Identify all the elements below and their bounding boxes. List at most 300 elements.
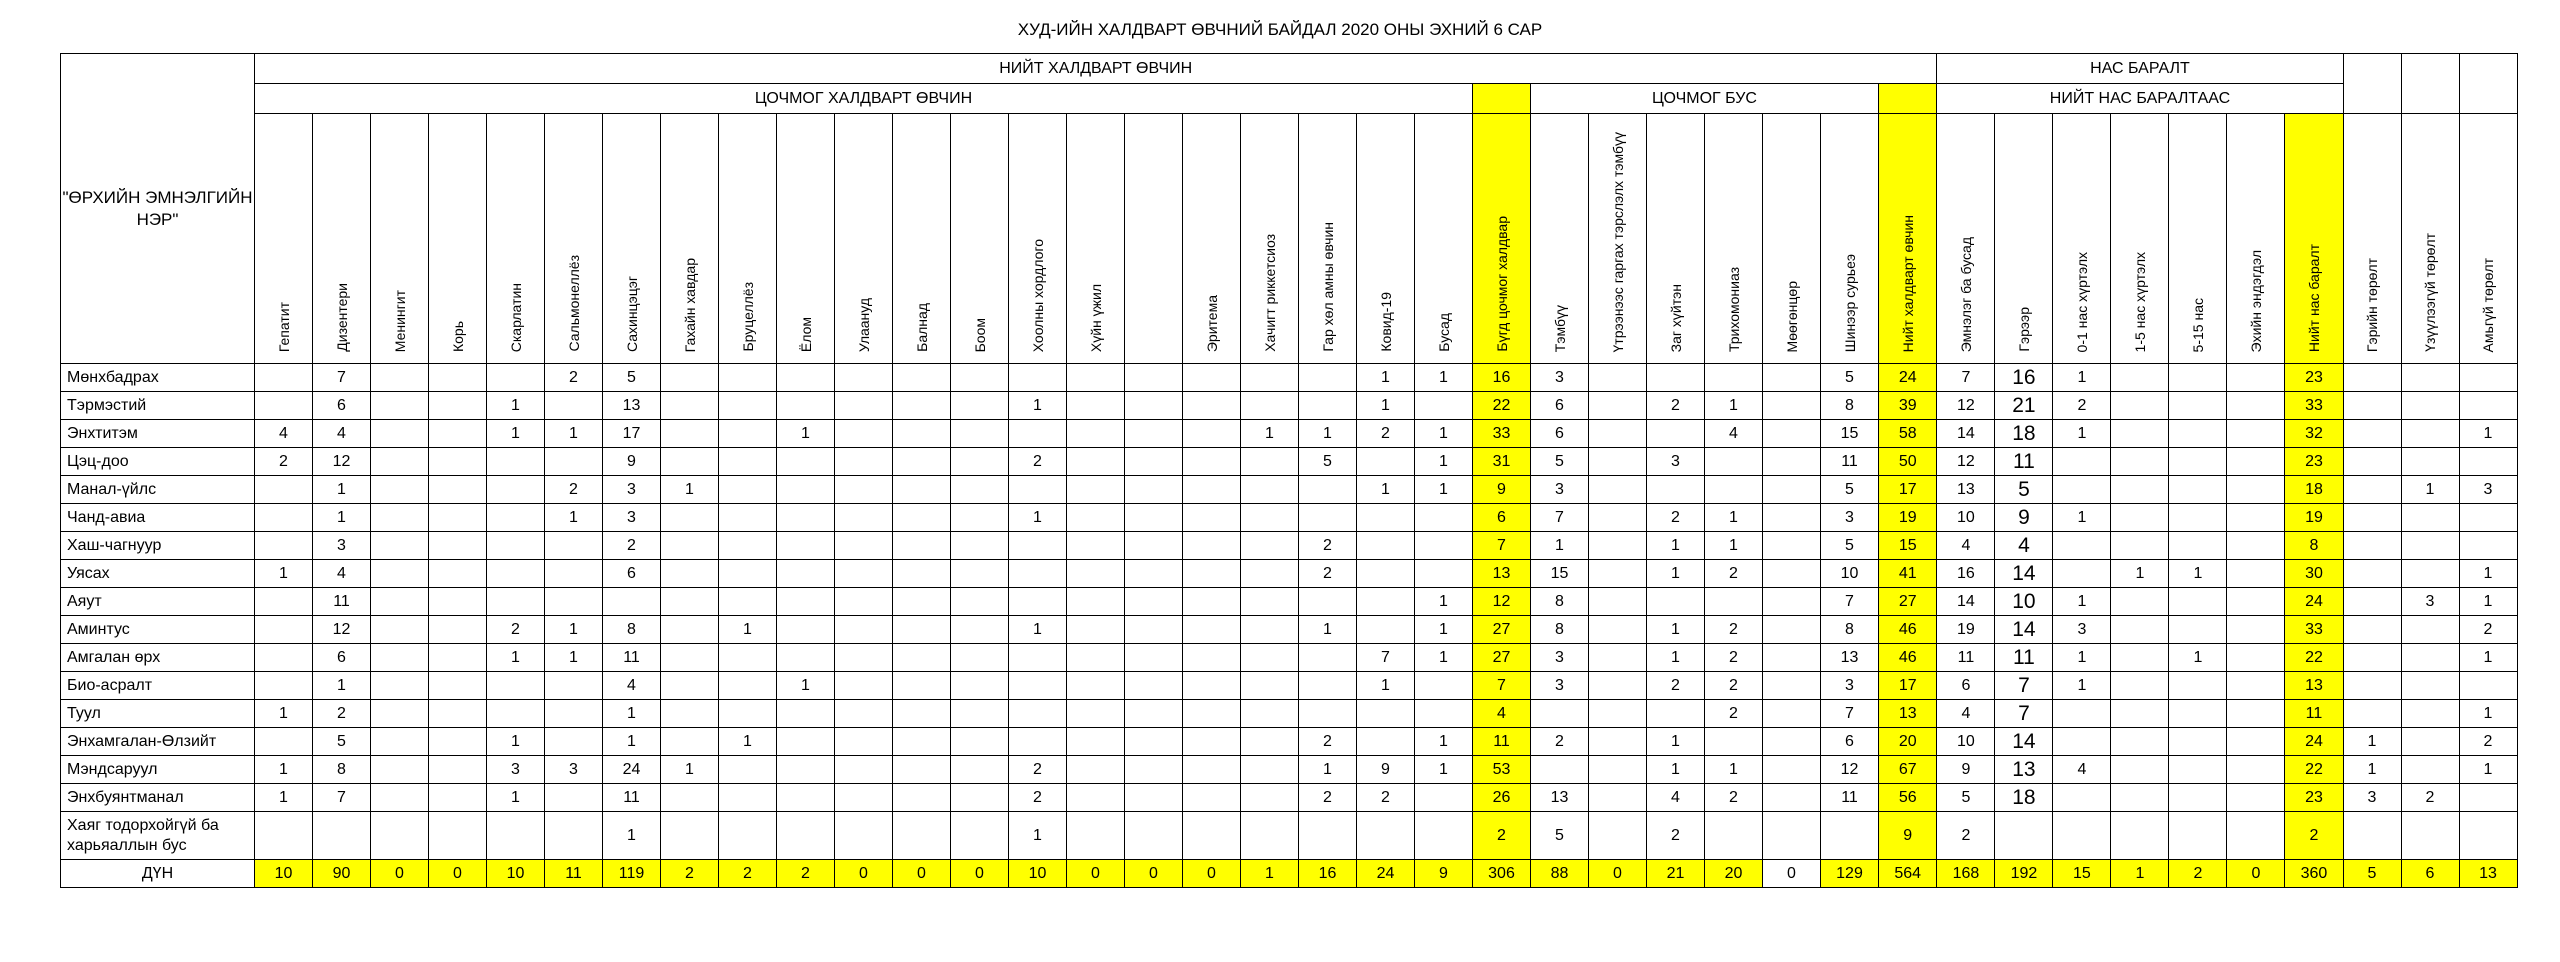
column-header-label: 5-15 нас <box>2189 297 2206 352</box>
cell-value <box>893 476 951 504</box>
cell-value <box>1241 728 1299 756</box>
column-header-20 <box>1415 114 1473 364</box>
cell-value <box>429 560 487 588</box>
cell-value: 2 <box>1647 504 1705 532</box>
cell-value: 1 <box>603 728 661 756</box>
cell-value: 1 <box>2343 756 2401 784</box>
cell-value <box>1241 672 1299 700</box>
cell-value <box>1125 532 1183 560</box>
cell-value <box>1299 672 1357 700</box>
cell-value <box>951 728 1009 756</box>
cell-value: 0 <box>893 860 951 888</box>
cell-value: 11 <box>1995 644 2053 672</box>
column-header-label: Гэрийн төрөлт <box>2364 257 2380 352</box>
cell-value <box>2111 476 2169 504</box>
cell-value <box>719 504 777 532</box>
cell-value <box>777 644 835 672</box>
cell-value <box>1589 588 1647 616</box>
cell-value: 9 <box>603 448 661 476</box>
cell-value <box>1357 812 1415 860</box>
cell-value <box>893 672 951 700</box>
cell-value <box>371 532 429 560</box>
cell-value: 1 <box>1009 392 1067 420</box>
cell-value: 4 <box>1473 700 1531 728</box>
cell-value: 5 <box>1937 784 1995 812</box>
cell-value: 192 <box>1995 860 2053 888</box>
cell-value: 1 <box>2111 560 2169 588</box>
cell-value: 1 <box>603 700 661 728</box>
column-header-21 <box>1473 114 1531 364</box>
facility-name: Хаяг тодорхойгүй ба харьяаллын бус <box>61 812 255 860</box>
cell-value <box>719 756 777 784</box>
column-header-label: Дизентери <box>333 283 350 352</box>
cell-value <box>2401 616 2459 644</box>
cell-value: 1 <box>1415 448 1473 476</box>
cell-value <box>1415 392 1473 420</box>
cell-value: 13 <box>1879 700 1937 728</box>
cell-value <box>661 588 719 616</box>
cell-value <box>487 532 545 560</box>
column-header-19 <box>1357 114 1415 364</box>
column-header-label: Үтрээнээс гаргах тэрслэлх тэмбүү <box>1609 131 1626 352</box>
facility-name: Туул <box>61 700 255 728</box>
cell-value <box>1415 812 1473 860</box>
cell-value <box>313 812 371 860</box>
cell-value <box>1589 476 1647 504</box>
facility-name: Аминтус <box>61 616 255 644</box>
cell-value: 7 <box>1821 588 1879 616</box>
column-header-7 <box>661 114 719 364</box>
cell-value <box>1705 728 1763 756</box>
cell-value <box>2343 420 2401 448</box>
cell-value: 5 <box>313 728 371 756</box>
cell-value <box>2343 504 2401 532</box>
cell-value <box>1241 616 1299 644</box>
cell-value: 5 <box>1531 448 1589 476</box>
cell-value: 0 <box>1589 860 1647 888</box>
cell-value: 1 <box>545 420 603 448</box>
cell-value: 23 <box>2285 364 2343 392</box>
cell-value <box>2169 672 2227 700</box>
cell-value <box>1125 672 1183 700</box>
cell-value <box>719 812 777 860</box>
column-header-label: Гар хөл амны өвчин <box>1319 222 1336 352</box>
cell-value <box>1763 756 1821 784</box>
cell-value <box>719 420 777 448</box>
cell-value <box>661 532 719 560</box>
cell-value <box>1589 420 1647 448</box>
column-header-34 <box>2227 114 2285 364</box>
cell-value <box>2169 784 2227 812</box>
cell-value <box>487 448 545 476</box>
cell-value <box>893 700 951 728</box>
total-row <box>61 860 2518 888</box>
cell-value <box>1067 812 1125 860</box>
cell-value: 2 <box>1357 420 1415 448</box>
table-row <box>61 784 2518 812</box>
cell-value: 33 <box>2285 616 2343 644</box>
cell-value: 7 <box>313 364 371 392</box>
cell-value <box>429 728 487 756</box>
cell-value <box>1531 756 1589 784</box>
cell-value <box>1183 700 1241 728</box>
cell-value: 2 <box>487 616 545 644</box>
cell-value: 6 <box>1531 392 1589 420</box>
cell-value <box>719 784 777 812</box>
cell-value <box>835 728 893 756</box>
cell-value <box>835 420 893 448</box>
cell-value <box>661 504 719 532</box>
cell-value <box>1125 504 1183 532</box>
cell-value <box>1589 364 1647 392</box>
cell-value <box>1589 644 1647 672</box>
cell-value: 1 <box>1009 812 1067 860</box>
cell-value: 7 <box>1473 532 1531 560</box>
table-row <box>61 588 2518 616</box>
cell-value: 15 <box>1879 532 1937 560</box>
cell-value: 19 <box>2285 504 2343 532</box>
cell-value: 1 <box>1415 728 1473 756</box>
cell-value <box>545 560 603 588</box>
cell-value <box>2169 700 2227 728</box>
cell-value <box>2169 532 2227 560</box>
cell-value <box>545 448 603 476</box>
cell-value: 2 <box>719 860 777 888</box>
cell-value <box>255 532 313 560</box>
cell-value: 3 <box>1647 448 1705 476</box>
cell-value: 1 <box>255 756 313 784</box>
cell-value <box>487 560 545 588</box>
column-header-37 <box>2401 114 2459 364</box>
cell-value: 1 <box>2459 756 2517 784</box>
cell-value <box>1589 756 1647 784</box>
cell-value <box>2111 420 2169 448</box>
cell-value: 22 <box>1473 392 1531 420</box>
cell-value <box>487 476 545 504</box>
cell-value: 27 <box>1879 588 1937 616</box>
cell-value <box>1821 812 1879 860</box>
cell-value <box>429 588 487 616</box>
cell-value: 1 <box>1241 860 1299 888</box>
cell-value: 3 <box>1531 364 1589 392</box>
cell-value: 1 <box>2343 728 2401 756</box>
cell-value: 564 <box>1879 860 1937 888</box>
cell-value: 2 <box>545 364 603 392</box>
cell-value <box>719 560 777 588</box>
cell-value <box>371 560 429 588</box>
cell-value: 39 <box>1879 392 1937 420</box>
cell-value <box>2169 728 2227 756</box>
cell-value <box>255 476 313 504</box>
cell-value: 5 <box>1531 812 1589 860</box>
cell-value <box>371 504 429 532</box>
cell-value <box>835 812 893 860</box>
cell-value: 11 <box>603 784 661 812</box>
cell-value: 6 <box>1531 420 1589 448</box>
cell-value <box>2111 700 2169 728</box>
facility-name: Амгалан өрх <box>61 644 255 672</box>
cell-value: 12 <box>313 448 371 476</box>
cell-value <box>371 448 429 476</box>
cell-value <box>835 448 893 476</box>
cell-value: 3 <box>487 756 545 784</box>
cell-value: 8 <box>603 616 661 644</box>
cell-value: 4 <box>2053 756 2111 784</box>
table-row <box>61 532 2518 560</box>
cell-value <box>2401 532 2459 560</box>
blank-acute-total-header <box>1473 84 1531 114</box>
cell-value <box>255 504 313 532</box>
cell-value <box>777 784 835 812</box>
cell-value <box>545 700 603 728</box>
cell-value: 8 <box>1821 392 1879 420</box>
cell-value: 1 <box>487 784 545 812</box>
cell-value: 7 <box>1357 644 1415 672</box>
cell-value <box>2227 700 2285 728</box>
column-header-label: Тэмбүү <box>1551 304 1568 352</box>
cell-value <box>2401 420 2459 448</box>
column-header-label: Хүйн үжил <box>1087 283 1104 352</box>
cell-value: 1 <box>313 672 371 700</box>
column-header-27 <box>1821 114 1879 364</box>
cell-value <box>1589 728 1647 756</box>
cell-value: 2 <box>1357 784 1415 812</box>
cell-value: 5 <box>1299 448 1357 476</box>
cell-value <box>2227 588 2285 616</box>
cell-value: 24 <box>1879 364 1937 392</box>
column-header-label: Гепатит <box>275 301 292 352</box>
column-header-16 <box>1183 114 1241 364</box>
cell-value <box>1241 700 1299 728</box>
cell-value <box>1357 588 1415 616</box>
cell-value <box>371 812 429 860</box>
cell-value <box>2169 364 2227 392</box>
cell-value <box>1067 560 1125 588</box>
cell-value <box>487 812 545 860</box>
cell-value <box>1067 728 1125 756</box>
cell-value <box>487 504 545 532</box>
cell-value <box>1299 392 1357 420</box>
cell-value <box>2343 364 2401 392</box>
cell-value: 22 <box>2285 756 2343 784</box>
cell-value <box>951 504 1009 532</box>
cell-value: 2 <box>1705 700 1763 728</box>
column-header-32 <box>2111 114 2169 364</box>
cell-value <box>1995 812 2053 860</box>
cell-value: 10 <box>1009 860 1067 888</box>
cell-value <box>2227 392 2285 420</box>
cell-value <box>429 476 487 504</box>
cell-value <box>1299 812 1357 860</box>
cell-value <box>429 756 487 784</box>
cell-value: 11 <box>313 588 371 616</box>
cell-value <box>545 392 603 420</box>
cell-value <box>719 700 777 728</box>
column-header-label: Үзүүлээгүй төрөлт <box>2422 233 2438 352</box>
cell-value <box>661 672 719 700</box>
cell-value: 5 <box>603 364 661 392</box>
table-row <box>61 616 2518 644</box>
cell-value: 3 <box>1531 672 1589 700</box>
cell-value: 50 <box>1879 448 1937 476</box>
cell-value: 7 <box>313 784 371 812</box>
cell-value <box>2053 532 2111 560</box>
cell-value <box>2401 560 2459 588</box>
cell-value: 1 <box>1647 644 1705 672</box>
column-header-9 <box>777 114 835 364</box>
facility-name: Мөнхбадрах <box>61 364 255 392</box>
cell-value <box>2343 644 2401 672</box>
column-header-28 <box>1879 114 1937 364</box>
column-header-25 <box>1705 114 1763 364</box>
cell-value: 26 <box>1473 784 1531 812</box>
cell-value <box>1763 532 1821 560</box>
cell-value <box>1647 364 1705 392</box>
cell-value <box>1183 616 1241 644</box>
cell-value <box>1009 420 1067 448</box>
total-label: ДҮН <box>61 860 255 888</box>
cell-value: 2 <box>1009 756 1067 784</box>
cell-value <box>1647 588 1705 616</box>
column-header-36 <box>2343 114 2401 364</box>
cell-value <box>2111 812 2169 860</box>
cell-value <box>2459 532 2517 560</box>
cell-value <box>2459 812 2517 860</box>
cell-value: 20 <box>1879 728 1937 756</box>
cell-value: 2 <box>1647 672 1705 700</box>
cell-value: 6 <box>603 560 661 588</box>
column-header-8 <box>719 114 777 364</box>
cell-value: 1 <box>1705 504 1763 532</box>
cell-value: 1 <box>1357 392 1415 420</box>
cell-value: 2 <box>1705 672 1763 700</box>
cell-value <box>1183 532 1241 560</box>
group-deaths: НАС БАРАЛТ <box>1937 54 2343 84</box>
cell-value <box>2401 700 2459 728</box>
cell-value: 24 <box>2285 728 2343 756</box>
table-row <box>61 756 2518 784</box>
cell-value: 5 <box>1821 364 1879 392</box>
cell-value: 1 <box>545 616 603 644</box>
cell-value <box>1415 560 1473 588</box>
cell-value <box>951 700 1009 728</box>
cell-value: 1 <box>545 644 603 672</box>
cell-value: 15 <box>1531 560 1589 588</box>
cell-value: 168 <box>1937 860 1995 888</box>
column-header-label: Заг хүйтэн <box>1667 283 1684 352</box>
cell-value: 15 <box>2053 860 2111 888</box>
cell-value <box>1763 812 1821 860</box>
column-header-31 <box>2053 114 2111 364</box>
cell-value: 2 <box>661 860 719 888</box>
cell-value: 6 <box>1473 504 1531 532</box>
cell-value: 8 <box>2285 532 2343 560</box>
cell-value <box>951 784 1009 812</box>
cell-value <box>1067 504 1125 532</box>
cell-value <box>1415 504 1473 532</box>
cell-value <box>2459 392 2517 420</box>
cell-value: 7 <box>1995 672 2053 700</box>
cell-value <box>2343 448 2401 476</box>
column-header-label: Эхийн эндэгдэл <box>2247 249 2264 352</box>
cell-value: 46 <box>1879 644 1937 672</box>
column-header-15 <box>1125 114 1183 364</box>
cell-value <box>1589 812 1647 860</box>
cell-value <box>661 560 719 588</box>
cell-value: 1 <box>1009 616 1067 644</box>
cell-value: 11 <box>1821 784 1879 812</box>
facility-name: Энхбуянтманал <box>61 784 255 812</box>
cell-value <box>951 448 1009 476</box>
cell-value <box>1009 700 1067 728</box>
facility-name: Цэц-доо <box>61 448 255 476</box>
page-title: ХУД-ИЙН ХАЛДВАРТ ӨВЧНИЙ БАЙДАЛ 2020 ОНЫ ЭХНИЙ 6 САР <box>1017 20 1543 39</box>
cell-value: 9 <box>1879 812 1937 860</box>
cell-value: 12 <box>313 616 371 644</box>
cell-value: 1 <box>719 616 777 644</box>
column-header-22 <box>1531 114 1589 364</box>
cell-value <box>835 560 893 588</box>
cell-value <box>1763 588 1821 616</box>
cell-value: 10 <box>255 860 313 888</box>
cell-value <box>719 392 777 420</box>
cell-value: 1 <box>2459 700 2517 728</box>
cell-value <box>951 476 1009 504</box>
column-header-label: Ковид-19 <box>1377 292 1394 352</box>
cell-value: 1 <box>255 784 313 812</box>
cell-value: 1 <box>1009 504 1067 532</box>
column-header-29 <box>1937 114 1995 364</box>
cell-value: 33 <box>1473 420 1531 448</box>
cell-value: 1 <box>661 476 719 504</box>
cell-value <box>1241 644 1299 672</box>
cell-value: 21 <box>1995 392 2053 420</box>
cell-value: 4 <box>313 420 371 448</box>
cell-value: 1 <box>1415 588 1473 616</box>
cell-value: 2 <box>1937 812 1995 860</box>
cell-value <box>893 756 951 784</box>
cell-value: 21 <box>1647 860 1705 888</box>
cell-value: 2 <box>1705 560 1763 588</box>
column-header-label: Нийт нас баралт <box>2305 243 2322 352</box>
cell-value <box>1589 560 1647 588</box>
cell-value: 90 <box>313 860 371 888</box>
cell-value <box>1299 644 1357 672</box>
cell-value: 16 <box>1299 860 1357 888</box>
cell-value <box>2227 364 2285 392</box>
cell-value <box>2169 588 2227 616</box>
cell-value <box>951 672 1009 700</box>
cell-value: 41 <box>1879 560 1937 588</box>
cell-value: 2 <box>777 860 835 888</box>
cell-value: 12 <box>1821 756 1879 784</box>
table-row <box>61 392 2518 420</box>
cell-value <box>429 812 487 860</box>
blank-total-header <box>1879 84 1937 114</box>
cell-value: 13 <box>603 392 661 420</box>
cell-value <box>1415 700 1473 728</box>
cell-value <box>951 392 1009 420</box>
column-header-label: Сальмонеллёз <box>565 255 582 352</box>
cell-value: 4 <box>255 420 313 448</box>
column-header-14 <box>1067 114 1125 364</box>
cell-value: 1 <box>2053 672 2111 700</box>
table-row <box>61 364 2518 392</box>
cell-value <box>1589 392 1647 420</box>
cell-value <box>1125 392 1183 420</box>
cell-value: 119 <box>603 860 661 888</box>
cell-value: 1 <box>1415 616 1473 644</box>
